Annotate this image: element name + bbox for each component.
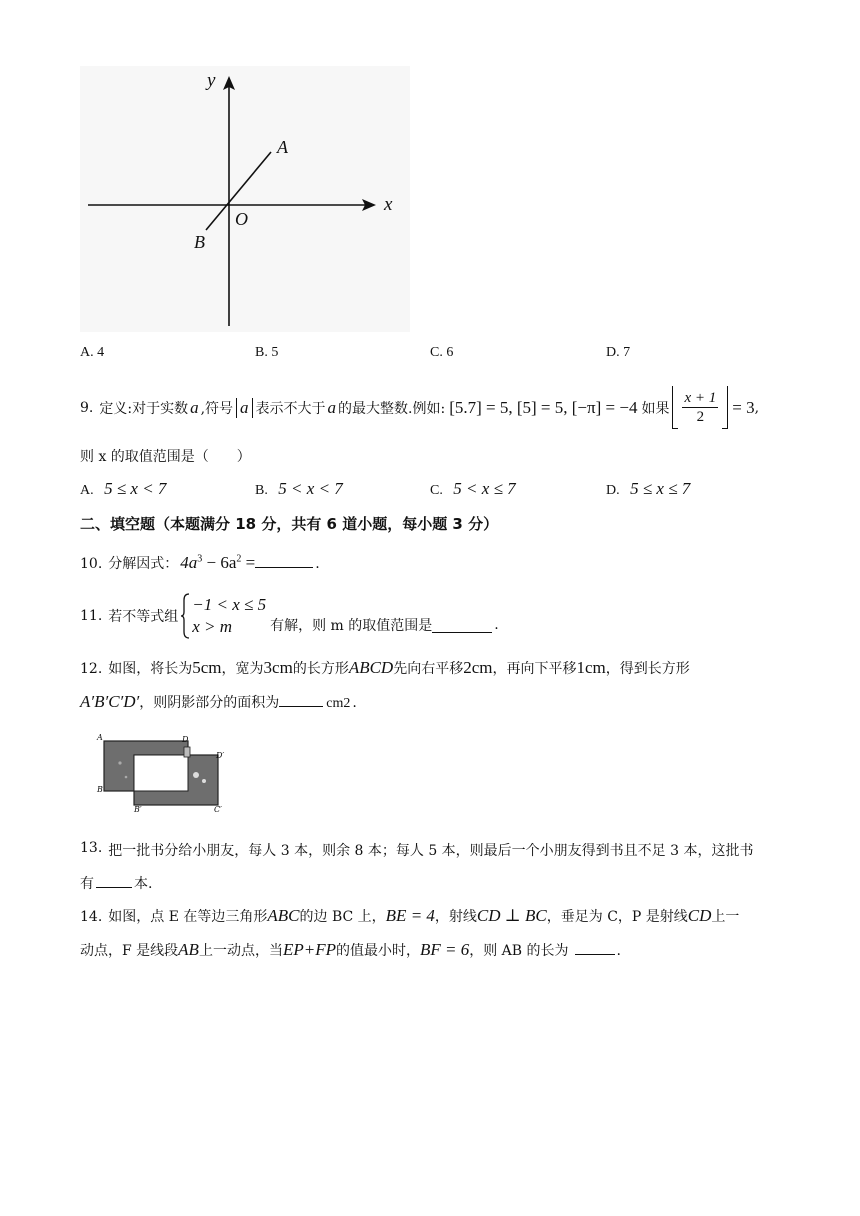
q14-bf: BF = 6 [419, 940, 470, 959]
q9-text-d: 的最大整数.例如: [338, 400, 446, 417]
q13-text-c: 本. [134, 876, 153, 892]
q10-number: 10. [80, 556, 103, 572]
q8-option-d[interactable]: D. 7 [606, 345, 631, 360]
q9-text-a: 定义:对于实数 [99, 400, 189, 417]
q10-term-a: 4a [180, 553, 198, 572]
q14-text-d: ，垂足为 C，P 是射线 [546, 909, 688, 925]
q9-option-b-expr: 5 < x < 7 [278, 479, 343, 498]
q11-text-b: 有解，则 m 的取值范围是 [270, 618, 433, 634]
q12-rect2: A′B′C′D′ [80, 692, 140, 711]
q11-text: 若不等式组 [108, 609, 179, 625]
q14-line1 [80, 906, 739, 926]
q14-answer-blank[interactable] [575, 940, 615, 955]
q10-term-b: − 6a [202, 553, 237, 572]
q12-down: 1cm [576, 658, 606, 677]
q14-text-h: 的值最小时， [335, 943, 420, 959]
q12-text-g: ，则阴影部分的面积为 [139, 695, 280, 711]
q14-number: 14. [80, 909, 103, 925]
q9-option-a-expr: 5 ≤ x < 7 [104, 479, 167, 498]
q13-line2 [80, 873, 152, 893]
q12-label-c2: C′ [214, 805, 222, 814]
q8-option-a[interactable]: A. 4 [80, 345, 105, 360]
q9-option-a[interactable] [80, 479, 166, 499]
q14-text-c: ，射线 [434, 909, 477, 925]
q12-right: 2cm [463, 658, 493, 677]
q9-var-a: a [190, 397, 199, 417]
q9-text-c: 表示不大于 [255, 400, 326, 417]
q9-frac-denominator: 2 [696, 409, 705, 425]
q14-cd-perp: CD ⊥ BC [476, 906, 547, 925]
q12-length: 5cm [192, 658, 222, 677]
extra-strip [184, 747, 190, 757]
q14-text-a: 如图，点 E 在等边三角形 [108, 909, 268, 925]
q14-ab: AB [178, 940, 199, 959]
q14-text-e: 上一 [711, 909, 740, 925]
q9-option-c-expr: 5 < x ≤ 7 [453, 479, 516, 498]
q12-label-b2: B′ [134, 805, 142, 814]
q8-option-c[interactable]: C. 6 [430, 345, 454, 360]
q14-text-g: 上一动点，当 [198, 943, 283, 959]
q8-figure [80, 66, 410, 332]
q12-text-c: 的长方形 [292, 661, 349, 677]
q10-end: . [315, 556, 320, 572]
q13-text: 把一批书分给小朋友，每人 3 本，则余 8 本；每人 5 本，则最后一个小朋友得到书且不足 3 本，这批书 [108, 843, 754, 859]
q12-text-f: ，得到长方形 [605, 661, 690, 677]
q14-be: BE = 4 [385, 906, 435, 925]
q9-option-a-letter: A. [80, 483, 94, 498]
q10-answer-blank[interactable] [255, 553, 313, 568]
q8-option-b[interactable]: B. 5 [255, 345, 279, 360]
q13-text-b: 有 [80, 876, 94, 892]
q10-expression [180, 553, 255, 573]
q14-cd: CD [687, 906, 712, 925]
q9-option-d-letter: D. [606, 483, 620, 498]
q10 [80, 553, 320, 573]
q14-text-i: ，则 AB 的长为 [469, 943, 569, 959]
x-axis-label: x [384, 194, 393, 215]
q11-inequality-1: −1 < x ≤ 5 [192, 595, 267, 614]
q13-answer-blank[interactable] [96, 873, 132, 888]
point-b-label: B [194, 232, 205, 252]
q9-line1 [80, 386, 759, 429]
q9-line2: 则 x 的取值范围是（ ） [80, 449, 251, 465]
q9-option-b[interactable] [255, 479, 343, 499]
q10-exp-a: 3 [197, 553, 203, 565]
q11-number: 11. [80, 608, 103, 624]
q14-text-b: 的边 BC 上， [299, 909, 386, 925]
q12-label-d2: D′ [216, 751, 225, 760]
section-2-title: 二、填空题（本题满分 18 分，共有 6 道小题，每小题 3 分） [80, 515, 499, 533]
q10-exp-b: 2 [236, 553, 242, 565]
q13-number: 13. [80, 840, 103, 856]
q9-text-b: ,符号 [200, 400, 234, 417]
q12-unit-exp: 2 [343, 696, 351, 711]
q12-end: . [352, 695, 357, 711]
q14-ep-fp: EP+FP [282, 940, 336, 959]
q9-option-c-letter: C. [430, 483, 443, 498]
q14-abc: ABC [267, 906, 300, 925]
q12-label-b: B [97, 785, 103, 794]
q9-option-d-expr: 5 ≤ x ≤ 7 [630, 479, 691, 498]
q12-text-b: ，宽为 [221, 661, 264, 677]
q10-text: 分解因式： [108, 556, 179, 572]
q9-option-b-letter: B. [255, 483, 268, 498]
q9-fraction [672, 386, 759, 429]
q12-line2 [80, 692, 357, 712]
q12-unit: cm [326, 696, 344, 711]
q12-answer-blank[interactable] [279, 692, 323, 707]
q11-answer-blank[interactable] [432, 618, 492, 633]
q9-frac-numerator: x + 1 [684, 390, 717, 406]
q9-option-c[interactable] [430, 479, 516, 499]
q12-text-d: 先向右平移 [393, 661, 464, 677]
q11-end: . [494, 617, 499, 633]
q12-line1 [80, 658, 690, 678]
q9-var-a2: a [327, 397, 337, 417]
q12-figure [96, 733, 238, 817]
q9-frac-rhs: = 3 [732, 397, 755, 417]
q13-line1 [80, 840, 754, 860]
q12-label-d: D [182, 735, 189, 744]
q11-brace-icon [180, 592, 190, 640]
q12-label-a: A [97, 733, 103, 742]
q14-line2 [80, 940, 621, 960]
q11-inequality-2: x > m [192, 617, 233, 636]
q9-number: 9. [80, 399, 94, 416]
point-a-label: A [277, 137, 288, 157]
overlap-region [134, 755, 188, 791]
q11 [80, 592, 499, 640]
q14-text-f: 动点，F 是线段 [80, 943, 179, 959]
q12-text-a: 如图，将长为 [108, 661, 193, 677]
q12-number: 12. [80, 661, 103, 677]
q9-comma: , [754, 399, 760, 416]
q9-text-e: 如果 [641, 400, 670, 417]
q12-width: 3cm [263, 658, 293, 677]
q12-rect: ABCD [348, 658, 394, 677]
q14-end: . [616, 943, 621, 959]
q12-text-e: ，再向下平移 [492, 661, 577, 677]
q9-option-d[interactable] [606, 479, 690, 499]
q9-bracket-a: a [236, 398, 253, 418]
q10-equals: = [241, 553, 256, 572]
coordinate-axes-diagram [80, 66, 410, 332]
y-axis-label: y [207, 70, 216, 91]
origin-label: O [235, 209, 248, 229]
q9-examples: [5.7] = 5, [5] = 5, [−π] = −4 [449, 397, 638, 417]
